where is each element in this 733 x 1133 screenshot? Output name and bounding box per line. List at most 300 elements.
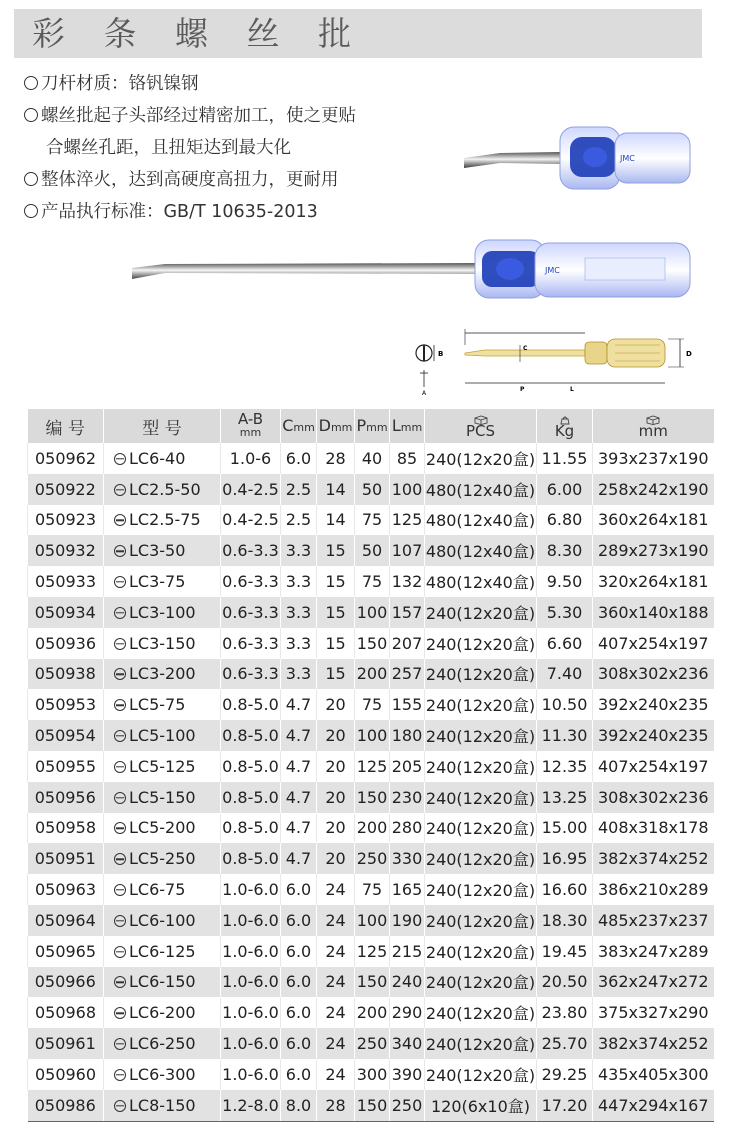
slotted-tip-icon [114, 792, 126, 804]
cell-l: 340 [390, 1028, 425, 1059]
cell-kg: 16.95 [537, 843, 593, 874]
cell-kg: 6.60 [537, 628, 593, 659]
cell-pcs: 480(12x40盒) [425, 505, 537, 536]
cell-code: 050966 [28, 967, 104, 998]
cell-c: 4.7 [281, 813, 317, 844]
cell-c: 3.3 [281, 659, 317, 690]
cell-kg: 16.60 [537, 874, 593, 905]
cell-d: 15 [317, 535, 355, 566]
cell-ab: 0.4-2.5 [221, 505, 281, 536]
header-ab-unit: mm [239, 426, 262, 439]
cell-code: 050956 [28, 782, 104, 813]
table-row [28, 505, 714, 536]
label-p: P [520, 386, 525, 393]
cell-code: 050951 [28, 843, 104, 874]
header-p-unit: mm [366, 421, 388, 434]
cell-l: 157 [390, 597, 425, 628]
cell-d: 15 [317, 566, 355, 597]
cell-p: 300 [355, 1059, 390, 1090]
cell-dimensions: 408x318x178 [593, 813, 714, 844]
cell-p: 250 [355, 843, 390, 874]
cell-p: 200 [355, 997, 390, 1028]
table-row [28, 782, 714, 813]
table-row [28, 843, 714, 874]
cell-kg: 13.25 [537, 782, 593, 813]
table-row [28, 813, 714, 844]
label-d: D [686, 350, 692, 358]
table-row [28, 1090, 714, 1121]
cell-dimensions: 320x264x181 [593, 566, 714, 597]
cell-l: 240 [390, 967, 425, 998]
model-text: LC6-300 [129, 1064, 196, 1084]
cell-ab: 0.8-5.0 [221, 843, 281, 874]
cell-ab: 0.6-3.3 [221, 535, 281, 566]
cell-d: 24 [317, 1059, 355, 1090]
cell-code: 050965 [28, 936, 104, 967]
model-text: LC6-40 [129, 448, 186, 468]
cell-code: 050968 [28, 997, 104, 1028]
slotted-tip-icon [114, 484, 126, 496]
slotted-tip-icon [114, 946, 126, 958]
table-row [28, 997, 714, 1028]
model-text: LC6-75 [129, 880, 186, 900]
cell-ab: 1.2-8.0 [221, 1090, 281, 1121]
cell-pcs: 240(12x20盒) [425, 659, 537, 690]
cell-dimensions: 393x237x190 [593, 443, 714, 474]
cell-d: 28 [317, 1090, 355, 1121]
cell-kg: 25.70 [537, 1028, 593, 1059]
cell-pcs: 480(12x40盒) [425, 566, 537, 597]
cell-model [104, 443, 221, 474]
cell-model [104, 967, 221, 998]
cell-ab: 0.6-3.3 [221, 628, 281, 659]
cell-model [104, 1090, 221, 1121]
header-pcs [425, 409, 537, 443]
cell-c: 4.7 [281, 751, 317, 782]
page-title: 彩 条 螺 丝 批 [32, 14, 365, 53]
label-a: A [422, 390, 427, 397]
cell-kg: 6.80 [537, 505, 593, 536]
cell-c: 3.3 [281, 628, 317, 659]
cell-p: 150 [355, 1090, 390, 1121]
cell-l: 257 [390, 659, 425, 690]
cell-model [104, 813, 221, 844]
cell-pcs: 240(12x20盒) [425, 905, 537, 936]
cell-l: 85 [390, 443, 425, 474]
cell-pcs: 480(12x40盒) [425, 474, 537, 505]
cell-model [104, 628, 221, 659]
cell-p: 150 [355, 628, 390, 659]
cell-l: 165 [390, 874, 425, 905]
cell-code: 050923 [28, 505, 104, 536]
slotted-tip-icon [114, 884, 126, 896]
cell-l: 215 [390, 936, 425, 967]
cell-d: 15 [317, 659, 355, 690]
cell-dimensions: 360x264x181 [593, 505, 714, 536]
cell-code: 050955 [28, 751, 104, 782]
model-text: LC3-200 [129, 664, 196, 684]
cell-l: 290 [390, 997, 425, 1028]
cell-ab: 0.8-5.0 [221, 689, 281, 720]
cell-d: 20 [317, 751, 355, 782]
model-text: LC6-150 [129, 972, 196, 992]
cell-ab: 0.6-3.3 [221, 659, 281, 690]
cell-ab: 1.0-6.0 [221, 936, 281, 967]
cell-model [104, 720, 221, 751]
cell-pcs: 240(12x20盒) [425, 1028, 537, 1059]
cell-p: 40 [355, 443, 390, 474]
cell-dimensions: 375x327x290 [593, 997, 714, 1028]
model-text: LC2.5-75 [129, 510, 201, 530]
slotted-tip-icon [114, 699, 126, 711]
cell-l: 100 [390, 474, 425, 505]
model-text: LC3-100 [129, 602, 196, 622]
cell-kg: 20.50 [537, 967, 593, 998]
cell-pcs: 240(12x20盒) [425, 813, 537, 844]
cell-l: 125 [390, 505, 425, 536]
cell-model [104, 874, 221, 905]
cell-model [104, 751, 221, 782]
cell-code: 050960 [28, 1059, 104, 1090]
label-l: L [570, 386, 574, 393]
cell-ab: 0.8-5.0 [221, 782, 281, 813]
table-row [28, 474, 714, 505]
header-c [281, 409, 317, 443]
cell-model [104, 505, 221, 536]
header-d-label: D [318, 416, 331, 435]
cell-model [104, 1059, 221, 1090]
cell-code: 050953 [28, 689, 104, 720]
model-text: LC5-100 [129, 726, 196, 746]
model-text: LC6-125 [129, 941, 196, 961]
table-row [28, 443, 714, 474]
cell-dimensions: 308x302x236 [593, 782, 714, 813]
cell-p: 250 [355, 1028, 390, 1059]
cell-pcs: 240(12x20盒) [425, 936, 537, 967]
cell-l: 190 [390, 905, 425, 936]
cell-code: 050986 [28, 1090, 104, 1121]
header-d-unit: mm [330, 421, 353, 434]
cell-c: 6.0 [281, 443, 317, 474]
slotted-tip-icon [114, 514, 126, 526]
cell-model [104, 936, 221, 967]
cell-l: 180 [390, 720, 425, 751]
cell-d: 15 [317, 597, 355, 628]
cell-dimensions: 382x374x252 [593, 1028, 714, 1059]
table-header-row [28, 409, 714, 443]
cell-l: 230 [390, 782, 425, 813]
cell-pcs: 240(12x20盒) [425, 782, 537, 813]
cell-c: 6.0 [281, 1028, 317, 1059]
cell-ab: 1.0-6.0 [221, 1059, 281, 1090]
cell-c: 6.0 [281, 936, 317, 967]
cell-kg: 5.30 [537, 597, 593, 628]
cell-code: 050961 [28, 1028, 104, 1059]
model-text: LC3-150 [129, 633, 196, 653]
header-ab-label: A-B [237, 410, 264, 428]
model-text: LC3-50 [129, 541, 186, 561]
cell-c: 6.0 [281, 1059, 317, 1090]
cell-d: 24 [317, 997, 355, 1028]
cell-l: 155 [390, 689, 425, 720]
cell-ab: 1.0-6.0 [221, 1028, 281, 1059]
label-b: B [438, 350, 444, 358]
cell-code: 050932 [28, 535, 104, 566]
cell-d: 14 [317, 474, 355, 505]
cell-p: 150 [355, 782, 390, 813]
screwdriver-short-image [460, 115, 700, 205]
header-c-unit: mm [293, 421, 315, 434]
cell-ab: 0.8-5.0 [221, 813, 281, 844]
cell-model [104, 997, 221, 1028]
header-model: 型 号 [104, 409, 221, 443]
cell-pcs: 480(12x40盒) [425, 535, 537, 566]
feature-item [24, 68, 454, 100]
cell-pcs: 240(12x20盒) [425, 751, 537, 782]
table-body [28, 443, 714, 1121]
circle-bullet-icon [24, 108, 38, 122]
header-c-label: C [282, 416, 294, 435]
slotted-tip-icon [114, 822, 126, 834]
model-text: LC5-150 [129, 787, 196, 807]
cell-kg: 11.55 [537, 443, 593, 474]
cell-kg: 11.30 [537, 720, 593, 751]
cell-kg: 8.30 [537, 535, 593, 566]
cell-d: 24 [317, 874, 355, 905]
cell-dimensions: 435x405x300 [593, 1059, 714, 1090]
cell-p: 200 [355, 813, 390, 844]
cell-kg: 15.00 [537, 813, 593, 844]
table-row [28, 1028, 714, 1059]
cell-code: 050933 [28, 566, 104, 597]
model-text: LC3-75 [129, 572, 186, 592]
model-text: LC5-200 [129, 818, 196, 838]
header-pcs-label: PCS [465, 421, 496, 440]
circle-bullet-icon [24, 204, 38, 218]
cell-d: 15 [317, 628, 355, 659]
header-l [390, 409, 425, 443]
cell-p: 125 [355, 936, 390, 967]
header-kg-label: Kg [554, 421, 575, 440]
cell-c: 4.7 [281, 843, 317, 874]
cell-l: 280 [390, 813, 425, 844]
table-row [28, 751, 714, 782]
cell-d: 24 [317, 905, 355, 936]
table-row [28, 1059, 714, 1090]
circle-bullet-icon [24, 172, 38, 186]
model-text: LC6-250 [129, 1034, 196, 1054]
cell-pcs: 240(12x20盒) [425, 967, 537, 998]
cell-kg: 18.30 [537, 905, 593, 936]
header-p-label: P [356, 416, 367, 435]
cell-dimensions: 407x254x197 [593, 751, 714, 782]
cell-model [104, 843, 221, 874]
cell-d: 24 [317, 967, 355, 998]
cell-d: 20 [317, 689, 355, 720]
circle-bullet-icon [24, 76, 38, 90]
header-p [355, 409, 390, 443]
table-row [28, 874, 714, 905]
header-l-label: L [391, 416, 401, 435]
cell-p: 75 [355, 505, 390, 536]
feature-text: 产品执行标准：GB/T 10635-2013 [41, 202, 318, 222]
cell-dimensions: 407x254x197 [593, 628, 714, 659]
cell-dimensions: 392x240x235 [593, 689, 714, 720]
cell-c: 3.3 [281, 535, 317, 566]
cell-pcs: 240(12x20盒) [425, 689, 537, 720]
cell-p: 150 [355, 967, 390, 998]
cell-c: 6.0 [281, 997, 317, 1028]
cell-kg: 29.25 [537, 1059, 593, 1090]
slotted-tip-icon [114, 853, 126, 865]
slotted-tip-icon [114, 638, 126, 650]
cell-pcs: 240(12x20盒) [425, 597, 537, 628]
cell-kg: 9.50 [537, 566, 593, 597]
cell-ab: 0.6-3.3 [221, 566, 281, 597]
cell-dimensions: 485x237x237 [593, 905, 714, 936]
table-row [28, 659, 714, 690]
feature-item [24, 164, 454, 196]
feature-list [24, 68, 454, 228]
cell-ab: 1.0-6.0 [221, 967, 281, 998]
cell-code: 050954 [28, 720, 104, 751]
cell-c: 6.0 [281, 874, 317, 905]
cell-model [104, 905, 221, 936]
cell-d: 20 [317, 843, 355, 874]
cell-d: 24 [317, 936, 355, 967]
model-text: LC6-100 [129, 910, 196, 930]
spec-table [27, 409, 714, 1122]
cell-p: 125 [355, 751, 390, 782]
screwdriver-long-image [130, 233, 695, 308]
cell-code: 050962 [28, 443, 104, 474]
cell-code: 050922 [28, 474, 104, 505]
cell-pcs: 240(12x20盒) [425, 720, 537, 751]
cell-dimensions: 258x242x190 [593, 474, 714, 505]
cell-pcs: 240(12x20盒) [425, 997, 537, 1028]
table-row [28, 720, 714, 751]
cell-ab: 0.4-2.5 [221, 474, 281, 505]
header-kg [537, 409, 593, 443]
cell-pcs: 240(12x20盒) [425, 1059, 537, 1090]
cell-p: 50 [355, 535, 390, 566]
cell-model [104, 659, 221, 690]
cell-pcs: 120(6x10盒) [425, 1090, 537, 1121]
table-row [28, 628, 714, 659]
slotted-tip-icon [114, 915, 126, 927]
cell-c: 3.3 [281, 597, 317, 628]
cell-ab: 1.0-6.0 [221, 997, 281, 1028]
cell-kg: 6.00 [537, 474, 593, 505]
model-text: LC6-200 [129, 1003, 196, 1023]
cell-c: 4.7 [281, 782, 317, 813]
cell-d: 20 [317, 782, 355, 813]
cell-ab: 0.8-5.0 [221, 720, 281, 751]
cell-model [104, 535, 221, 566]
cell-code: 050963 [28, 874, 104, 905]
brand-logo: JMC [620, 154, 635, 163]
model-text: LC8-150 [129, 1095, 196, 1115]
feature-item [24, 100, 454, 132]
cell-ab: 1.0-6.0 [221, 905, 281, 936]
table-row [28, 535, 714, 566]
slotted-tip-icon [114, 668, 126, 680]
cell-dimensions: 360x140x188 [593, 597, 714, 628]
cell-p: 75 [355, 689, 390, 720]
cell-dimensions: 382x374x252 [593, 843, 714, 874]
slotted-tip-icon [114, 730, 126, 742]
cell-c: 3.3 [281, 566, 317, 597]
header-dimensions [593, 409, 714, 443]
cell-code: 050958 [28, 813, 104, 844]
cell-l: 250 [390, 1090, 425, 1121]
cell-pcs: 240(12x20盒) [425, 628, 537, 659]
cell-kg: 10.50 [537, 689, 593, 720]
slotted-tip-icon [114, 1007, 126, 1019]
header-ab [221, 409, 281, 443]
feature-item-continued [24, 132, 454, 164]
header-dim-label: mm [638, 421, 668, 440]
cell-p: 75 [355, 874, 390, 905]
label-c: C [523, 345, 528, 352]
table-row [28, 936, 714, 967]
cell-d: 20 [317, 813, 355, 844]
cell-d: 14 [317, 505, 355, 536]
table-row [28, 566, 714, 597]
slotted-tip-icon [114, 607, 126, 619]
cell-kg: 19.45 [537, 936, 593, 967]
cell-model [104, 566, 221, 597]
cell-dimensions: 392x240x235 [593, 720, 714, 751]
cell-p: 200 [355, 659, 390, 690]
slotted-tip-icon [114, 1038, 126, 1050]
table-row [28, 597, 714, 628]
model-text: LC2.5-50 [129, 479, 201, 499]
cell-dimensions: 386x210x289 [593, 874, 714, 905]
cell-dimensions: 362x247x272 [593, 967, 714, 998]
cell-d: 28 [317, 443, 355, 474]
cell-c: 2.5 [281, 505, 317, 536]
cell-pcs: 240(12x20盒) [425, 843, 537, 874]
cell-code: 050964 [28, 905, 104, 936]
slotted-tip-icon [114, 576, 126, 588]
cell-ab: 0.8-5.0 [221, 751, 281, 782]
cell-code: 050934 [28, 597, 104, 628]
cell-kg: 7.40 [537, 659, 593, 690]
cell-pcs: 240(12x20盒) [425, 443, 537, 474]
cell-d: 24 [317, 1028, 355, 1059]
cell-l: 330 [390, 843, 425, 874]
feature-text: 刀杆材质：铬钒镍钢 [41, 74, 199, 94]
table-row [28, 967, 714, 998]
header-l-unit: mm [400, 421, 423, 434]
cell-ab: 1.0-6.0 [221, 874, 281, 905]
cell-l: 390 [390, 1059, 425, 1090]
cell-code: 050938 [28, 659, 104, 690]
slotted-tip-icon [114, 1069, 126, 1081]
cell-c: 4.7 [281, 689, 317, 720]
cell-ab: 0.6-3.3 [221, 597, 281, 628]
header-d [317, 409, 355, 443]
cell-c: 6.0 [281, 905, 317, 936]
cell-dimensions: 308x302x236 [593, 659, 714, 690]
cell-code: 050936 [28, 628, 104, 659]
cell-p: 100 [355, 597, 390, 628]
brand-logo: JMC [545, 266, 560, 275]
cell-c: 6.0 [281, 967, 317, 998]
slotted-tip-icon [114, 453, 126, 465]
cell-p: 100 [355, 905, 390, 936]
